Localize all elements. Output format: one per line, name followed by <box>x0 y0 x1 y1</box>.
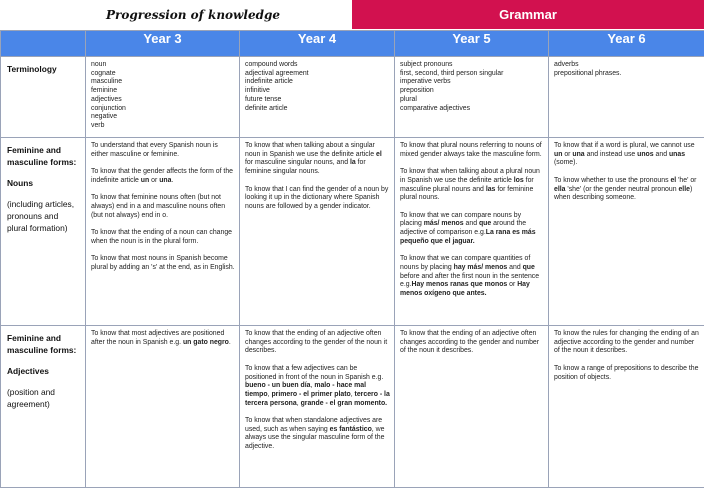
knowledge-statement: To know that when talking about a singular noun in Spanish we use the definite article el for masculine singular nouns, and la for feminine singular nouns. <box>245 142 382 176</box>
term-item: verb <box>91 121 105 129</box>
year-3-header: Year 3 <box>86 31 240 57</box>
term-item: feminine <box>91 87 118 95</box>
term-item: definite article <box>245 104 288 112</box>
term-item: infinitive <box>245 87 270 95</box>
term-item: comparative adjectives <box>400 104 471 112</box>
top-banner <box>0 0 704 29</box>
row-note: (including articles, pronouns and plural formation) <box>7 199 75 233</box>
row-title: Feminine and masculine forms: <box>7 333 77 355</box>
row-title: Terminology <box>7 64 57 74</box>
knowledge-statement: To understand that every Spanish noun is either masculine or feminine. <box>91 142 218 158</box>
knowledge-statement: To know that the ending of a noun can change when the noun is in the plural form. <box>91 228 232 245</box>
term-item: compound words <box>245 61 298 68</box>
adjectives-year-5-cell <box>395 326 549 488</box>
row-title: Feminine and masculine forms: <box>7 145 77 167</box>
knowledge-statement: To know a range of prepositions to describe the position of objects. <box>554 364 699 381</box>
row-subtitle: Nouns <box>7 178 34 188</box>
knowledge-statement: To know that we can compare nouns by placing más/ menos and que around the adjective of comparison e.g.La rana es más pequeño que el jaguar. <box>400 211 536 245</box>
terminology-row-header <box>1 57 86 138</box>
knowledge-statement: To know that a few adjectives can be positioned in front of the noun in Spanish e.g. bueno - un buen día, malo - hace mal tiempo, primero - el primer plato, tercero - la tercera persona, grande - el gran momento. <box>245 364 390 407</box>
term-item: plural <box>400 95 417 103</box>
term-item: conjunction <box>91 104 126 112</box>
header-corner <box>1 31 86 57</box>
term-item: imperative verbs <box>400 78 451 86</box>
term-item: subject pronouns <box>400 61 453 68</box>
knowledge-statement: To know that when talking about a plural noun in Spanish we use the definite article los for masculine plural nouns and las for feminine plural nouns. <box>400 168 540 202</box>
knowledge-statement: To know that the gender affects the form of the indefinite article un or una. <box>91 168 233 184</box>
nouns-year-4-cell <box>240 138 395 326</box>
terminology-year-5-cell <box>395 57 549 138</box>
term-item: negative <box>91 113 118 121</box>
term-item: preposition <box>400 87 434 95</box>
knowledge-statement: To know that if a word is plural, we cannot use un or una and instead use unos and unas (some). <box>554 142 695 167</box>
term-item: masculine <box>91 78 123 86</box>
terminology-year-3-cell <box>86 57 240 138</box>
year-header-row <box>1 31 704 57</box>
knowledge-statement: To know that when standalone adjectives are used, such as when saying es fantástico, we always use the singular masculine form of the adjective. <box>245 417 385 451</box>
knowledge-statement: To know that I can find the gender of a noun by looking it up in the dictionary where Spanish nouns are followed by a gender indicator. <box>245 185 389 210</box>
term-item: adjectives <box>91 95 122 103</box>
knowledge-statement: To know that most nouns in Spanish become plural by adding an 's' at the end, as in English. <box>91 255 235 271</box>
adjectives-row <box>1 326 704 488</box>
terminology-row <box>1 57 704 138</box>
nouns-row <box>1 138 704 326</box>
knowledge-statement: To know whether to use the pronouns el 'he' or ella 'she' (or the gender neutral pronoun elle) when describing someone. <box>554 176 697 202</box>
terminology-year-4-cell <box>240 57 395 138</box>
year-6-header: Year 6 <box>549 31 704 57</box>
progression-table <box>0 30 704 488</box>
knowledge-statement: To know that feminine nouns often (but not always) end in a and masculine nouns often (but not always) end in o. <box>91 194 226 219</box>
nouns-year-5-cell <box>395 138 549 326</box>
term-item: first, second, third person singular <box>400 69 504 77</box>
nouns-year-6-cell <box>549 138 704 326</box>
knowledge-statement: To know that the ending of an adjective often changes according to the gender and number of the noun it describes. <box>400 330 540 355</box>
row-note: (position and agreement) <box>7 387 55 409</box>
nouns-row-header <box>1 138 86 326</box>
term-item: noun <box>91 61 107 68</box>
adjectives-row-header <box>1 326 86 488</box>
knowledge-statement: To know that plural nouns referring to nouns of mixed gender always take the masculine form. <box>400 142 542 158</box>
knowledge-statement: To know that the ending of an adjective often changes according to the gender of the noun it describes. <box>245 330 388 355</box>
banner-grammar-title: Grammar <box>352 0 704 29</box>
term-item: future tense <box>245 95 282 103</box>
term-item: adjectival agreement <box>245 69 309 77</box>
term-item: cognate <box>91 69 116 77</box>
adjectives-year-6-cell <box>549 326 704 488</box>
adjectives-year-4-cell <box>240 326 395 488</box>
knowledge-statement: To know that we can compare quantities of nouns by placing hay más/ menos and que before and after the first noun in the sentence e.g.Hay menos ranas que monos or Hay menos oxígeno que antes. <box>400 255 540 297</box>
adjectives-year-3-cell <box>86 326 240 488</box>
term-item: indefinite article <box>245 78 293 86</box>
knowledge-statement: To know that most adjectives are positioned after the noun in Spanish e.g. un gato negro. <box>91 330 231 346</box>
year-4-header: Year 4 <box>240 31 395 57</box>
term-item: adverbs <box>554 61 579 68</box>
year-5-header: Year 5 <box>395 31 549 57</box>
term-item: prepositional phrases. <box>554 69 622 77</box>
banner-progression-title: Progression of knowledge <box>106 7 280 22</box>
terminology-year-6-cell <box>549 57 704 138</box>
nouns-year-3-cell <box>86 138 240 326</box>
knowledge-statement: To know the rules for changing the ending of an adjective according to the gender and number of the noun it describes. <box>554 330 699 355</box>
row-subtitle: Adjectives <box>7 366 49 376</box>
